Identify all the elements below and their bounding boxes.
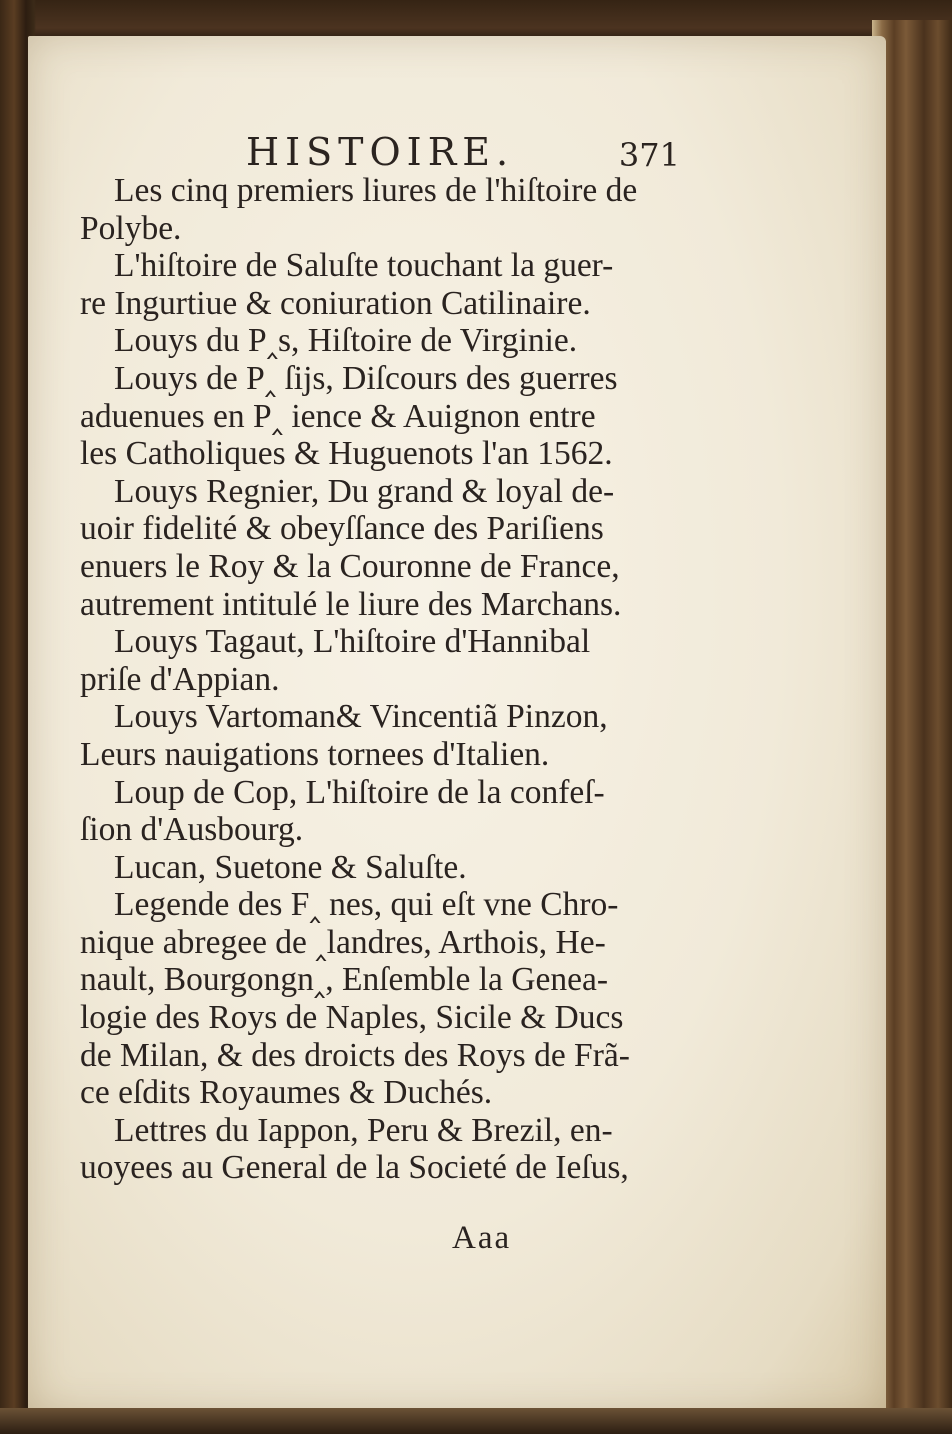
text-line: de Milan, & des droicts des Roys de Frã-: [80, 1036, 630, 1074]
text-line: Polybe.: [80, 209, 182, 247]
signature-mark: Aaa: [452, 1220, 512, 1256]
running-head: HISTOIRE.: [246, 130, 515, 174]
text-line: Louys du P‸s, Hiſtoire de Virginie.: [114, 322, 578, 360]
page-bottom-shadow: [0, 1408, 952, 1434]
text-line: logie des Roys de Naples, Sicile & Ducs: [80, 999, 624, 1037]
text-line: enuers le Roy & la Couronne de France,: [80, 547, 620, 585]
text-line: aduenues en P‸ ience & Auignon entre: [80, 397, 596, 435]
text-line: uoir fidelité & obeyſſance des Pariſiens: [80, 510, 604, 548]
text-line: Louys Vartoman& Vincentiã Pinzon,: [114, 698, 608, 736]
text-line: Lucan, Suetone & Saluſte.: [114, 848, 467, 886]
text-line: Louys de P‸ ſijs, Diſcours des guerres: [114, 359, 618, 397]
text-line: les Catholiques & Huguenots l'an 1562.: [80, 435, 613, 473]
text-line: uoyees au General de la Societé de Ieſus,: [80, 1149, 629, 1187]
body-text: [80, 172, 680, 1187]
text-line: ſion d'Ausbourg.: [80, 811, 304, 849]
text-line: priſe d'Appian.: [80, 660, 280, 698]
text-line: Leurs nauigations tornees d'Italien.: [80, 735, 550, 773]
text-line: Legende des F‸ nes, qui eſt vne Chro-: [114, 886, 619, 924]
text-line: nault, Bourgongn‸, Enſemble la Genea-: [80, 961, 608, 999]
text-line: Lettres du Iappon, Peru & Brezil, en-: [114, 1111, 613, 1149]
text-line: ce eſdits Royaumes & Duchés.: [80, 1074, 493, 1112]
text-line: autrement intitulé le liure des Marchans.: [80, 585, 622, 623]
text-line: Louys Regnier, Du grand & loyal de-: [114, 472, 615, 510]
text-line: Louys Tagaut, L'hiſtoire d'Hannibal: [114, 623, 591, 661]
page-number: 371: [618, 136, 680, 174]
page-header: [240, 128, 680, 178]
text-line: Les cinq premiers liures de l'hiſtoire de: [114, 172, 638, 209]
text-line: re Ingurtiue & coniuration Catilinaire.: [80, 284, 591, 322]
text-line: nique abregee de ‸landres, Arthois, He-: [80, 923, 606, 961]
text-line: L'hiſtoire de Saluſte touchant la guer-: [114, 247, 614, 285]
text-line: Loup de Cop, L'hiſtoire de la confeſ-: [114, 773, 605, 811]
